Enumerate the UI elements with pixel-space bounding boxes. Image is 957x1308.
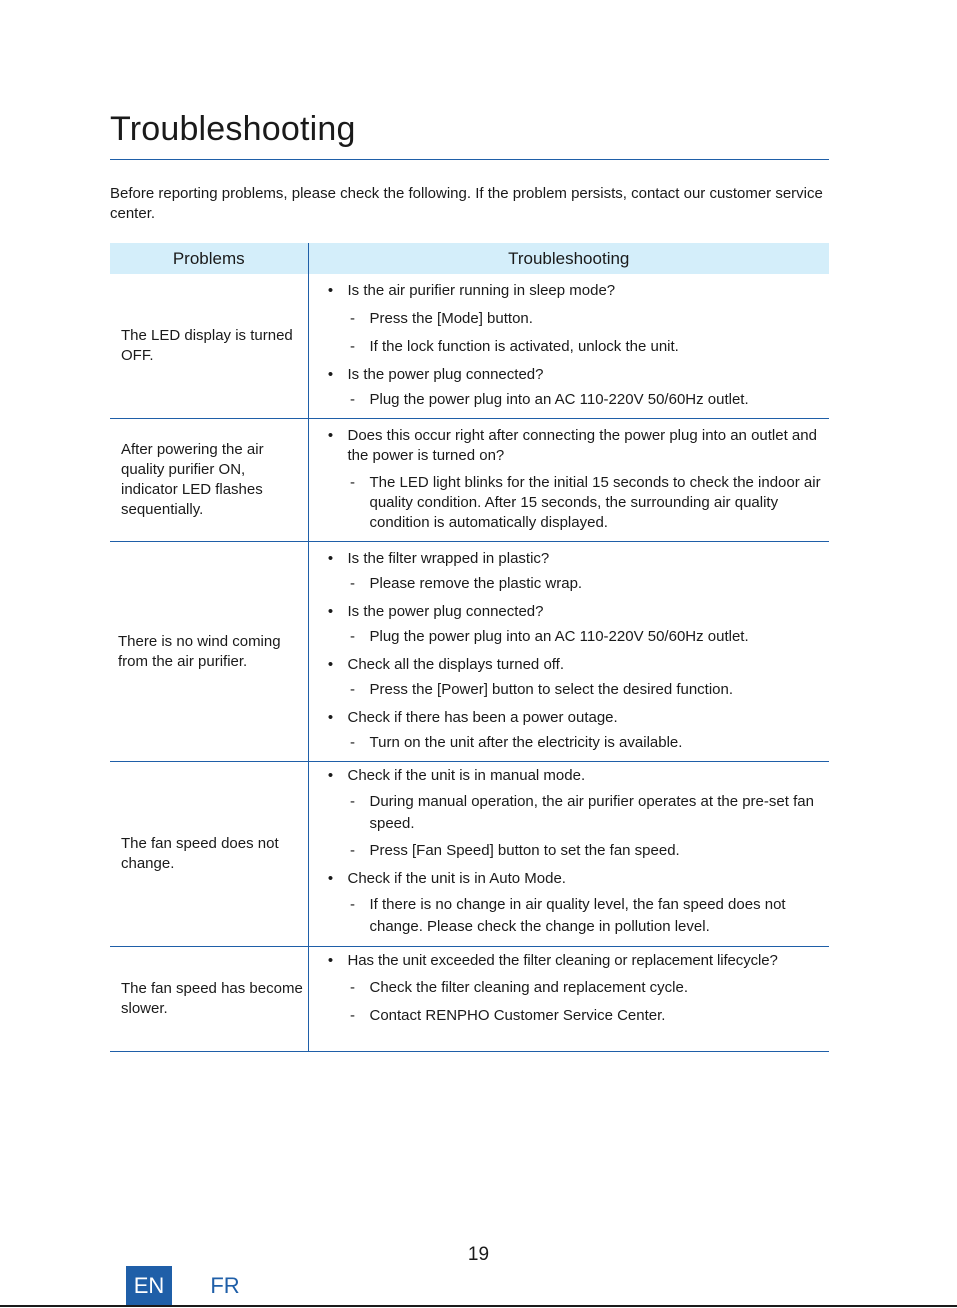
- sub-list: [348, 574, 830, 594]
- list-item: [309, 281, 830, 357]
- list-item: [309, 602, 830, 647]
- question-text: Is the power plug connected?: [347, 603, 544, 620]
- dash-icon: -: [350, 979, 355, 996]
- table-row: [110, 947, 829, 1052]
- problem-cell: The fan speed does not change.: [110, 762, 308, 947]
- sub-item: [348, 627, 830, 647]
- action-text: If there is no change in air quality level, the fan speed does not change. Please check the change in pollution level.: [369, 896, 786, 935]
- language-tab-en[interactable]: EN: [126, 1266, 172, 1306]
- solution-cell: [308, 419, 829, 542]
- sub-item: [348, 473, 830, 533]
- solution-cell: [308, 542, 829, 762]
- page-title: Troubleshooting: [110, 110, 356, 148]
- solution-cell: [308, 762, 829, 947]
- question-text: Is the air purifier running in sleep mode?: [347, 282, 616, 299]
- sub-item: [348, 680, 830, 700]
- dash-icon: -: [350, 474, 355, 491]
- troubleshooting-table: [110, 243, 829, 1052]
- question-text: Is the power plug connected?: [347, 366, 544, 383]
- solution-list: [309, 426, 830, 533]
- bullet-icon: •: [327, 550, 334, 567]
- action-text: Press the [Mode] button.: [369, 310, 533, 327]
- dash-icon: -: [350, 310, 355, 327]
- problem-cell: There is no wind coming from the air purifier.: [110, 542, 308, 762]
- action-text: Check the filter cleaning and replacement cycle.: [369, 979, 689, 996]
- sub-list: [348, 791, 830, 861]
- dash-icon: -: [350, 793, 355, 810]
- dash-icon: -: [350, 391, 355, 408]
- solution-cell: [308, 274, 829, 419]
- bullet-icon: •: [327, 656, 334, 673]
- bullet-icon: •: [327, 603, 334, 620]
- sub-item: [348, 894, 830, 938]
- sub-item: [348, 309, 830, 329]
- table-header-row: [110, 243, 829, 274]
- solution-list: [309, 549, 830, 753]
- page-number: 19: [467, 1244, 490, 1265]
- dash-icon: -: [350, 338, 355, 355]
- sub-list: [348, 733, 830, 753]
- table-row: [110, 542, 829, 762]
- bottom-divider: [0, 1305, 957, 1307]
- action-text: Contact RENPHO Customer Service Center.: [369, 1007, 666, 1024]
- bullet-icon: •: [327, 282, 334, 299]
- table-row: [110, 274, 829, 419]
- sub-list: [348, 978, 830, 1026]
- action-text: If the lock function is activated, unlock the unit.: [369, 338, 679, 355]
- table-row: [110, 419, 829, 542]
- question-text: Check all the displays turned off.: [347, 656, 565, 673]
- problem-cell: After powering the air quality purifier ON, indicator LED flashes sequentially.: [110, 419, 308, 542]
- question-text: Is the filter wrapped in plastic?: [347, 550, 550, 567]
- solution-list: [309, 951, 830, 1026]
- header-troubleshooting: Troubleshooting: [308, 243, 829, 274]
- sub-item: [348, 791, 830, 835]
- question-text: Check if the unit is in Auto Mode.: [347, 870, 566, 887]
- list-item: [309, 766, 830, 861]
- sub-item: [348, 978, 830, 998]
- sub-list: [348, 309, 830, 357]
- sub-item: [348, 574, 830, 594]
- problem-cell: The fan speed has become slower.: [110, 947, 308, 1052]
- action-text: The LED light blinks for the initial 15 seconds to check the indoor air quality condition. After 15 seconds, the surrounding air quality condition is automatically displayed.: [369, 474, 821, 531]
- bullet-icon: •: [327, 767, 334, 784]
- dash-icon: -: [350, 575, 355, 592]
- bullet-icon: •: [327, 427, 334, 444]
- question-text: Check if there has been a power outage.: [347, 709, 618, 726]
- solution-list: [309, 766, 830, 938]
- dash-icon: -: [350, 842, 355, 859]
- question-text: Has the unit exceeded the filter cleaning or replacement lifecycle?: [347, 952, 778, 969]
- header-problems: Problems: [110, 243, 308, 274]
- sub-list: [348, 627, 830, 647]
- dash-icon: -: [350, 628, 355, 645]
- title-divider: [110, 159, 829, 160]
- list-item: [309, 708, 830, 753]
- problem-cell: The LED display is turned OFF.: [110, 274, 308, 419]
- dash-icon: -: [350, 734, 355, 751]
- action-text: Press the [Power] button to select the desired function.: [369, 681, 734, 698]
- action-text: Press [Fan Speed] button to set the fan speed.: [369, 842, 680, 859]
- action-text: During manual operation, the air purifier operates at the pre-set fan speed.: [369, 793, 814, 832]
- list-item: [309, 951, 830, 1026]
- action-text: Please remove the plastic wrap.: [369, 575, 583, 592]
- action-text: Turn on the unit after the electricity is available.: [369, 734, 683, 751]
- dash-icon: -: [350, 1007, 355, 1024]
- list-item: [309, 365, 830, 410]
- sub-item: [348, 733, 830, 753]
- list-item: [309, 655, 830, 700]
- intro-text: Before reporting problems, please check the following. If the problem persists, contact our customer service center.: [110, 185, 823, 222]
- bullet-icon: •: [327, 366, 334, 383]
- sub-list: [348, 390, 830, 410]
- question-text: Does this occur right after connecting the power plug into an outlet and the power is turned on?: [347, 427, 817, 464]
- question-text: Check if the unit is in manual mode.: [347, 767, 586, 784]
- list-item: [309, 549, 830, 594]
- table-row: [110, 762, 829, 947]
- language-tab-fr[interactable]: FR: [210, 1273, 240, 1298]
- action-text: Plug the power plug into an AC 110-220V 50/60Hz outlet.: [369, 391, 749, 408]
- bullet-icon: •: [327, 709, 334, 726]
- sub-list: [348, 894, 830, 938]
- solution-cell: [308, 947, 829, 1052]
- sub-item: [348, 337, 830, 357]
- sub-item: [348, 390, 830, 410]
- sub-item: [348, 841, 830, 861]
- sub-item: [348, 1006, 830, 1026]
- sub-list: [348, 680, 830, 700]
- list-item: [309, 869, 830, 938]
- sub-list: [348, 473, 830, 533]
- solution-list: [309, 281, 830, 410]
- dash-icon: -: [350, 896, 355, 913]
- list-item: [309, 426, 830, 533]
- bullet-icon: •: [327, 952, 334, 969]
- action-text: Plug the power plug into an AC 110-220V 50/60Hz outlet.: [369, 628, 749, 645]
- bullet-icon: •: [327, 870, 334, 887]
- dash-icon: -: [350, 681, 355, 698]
